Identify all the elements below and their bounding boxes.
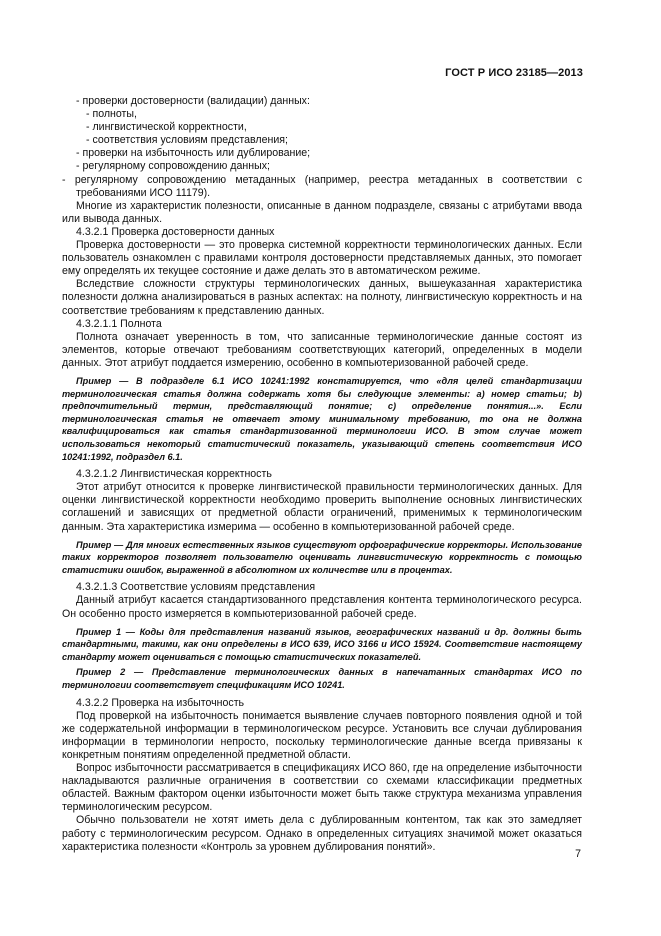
bullet-item: - проверки достоверности (валидации) данных: [76,95,310,107]
sub-bullet-item: - полноты, [86,108,137,121]
bullet-item: - регулярному сопровождению данных; [76,160,270,173]
paragraph: Проверка достоверности — это проверка системной корректности терминологических данных. Если пользователь ознакомлен с правилами контроля достоверности представляемых данных, это помогает ему определять их текущее состояние и даже делать это в автоматическом режиме. [62,239,582,278]
section-heading-4-3-2-2: 4.3.2.2 Проверка на избыточность [76,696,245,709]
sub-bullet-item: - лингвистической корректности, [86,121,247,134]
sub-bullet-item: - соответствия условиям представления; [86,134,288,147]
paragraph: Многие из характеристик полезности, описанные в данном подразделе, связаны с атрибутами ввода или вывода данных. [62,199,582,225]
page-body [62,95,582,854]
bullet-item: - регулярному сопровождению метаданных (например, реестра метаданных в соответствии с требованиями ИСО 11179). [62,173,582,199]
paragraph: Вопрос избыточности рассматривается в спецификациях ИСО 860, где на определение избыточности накладываются различные ограничения в соответствии со схемами классификации предметных областей. Важным фактором оценки избыточности может быть также структура механизма управления терминологическим ресурсом. [62,762,582,814]
example-note: Пример 2 — Представление терминологических данных в напечатанных стандартах ИСО по терминологии соответствует спецификациям ИСО 10241. [62,667,582,691]
bullet-item: - проверки на избыточность или дублирование; [76,147,311,160]
example-note: Пример — Для многих естественных языков существуют орфографические корректоры. Использование таких корректоров позволяет пользователю оценивать лингвистическую корректность с помощью статистики ошибок, выраженной в абсолютном их количестве или в процентах. [62,539,582,575]
paragraph: Полнота означает уверенность в том, что записанные терминологические данные состоят из элементов, которые отвечают требованиям соответствующих категорий, определенных в модели данных. Этот атрибут поддается измерению, особенно в компьютеризованной рабочей среде. [62,330,582,369]
page-number: 7 [575,848,581,860]
section-heading-4-3-2-1-2: 4.3.2.1.2 Лингвистическая корректность [76,468,272,481]
section-heading-4-3-2-1-1: 4.3.2.1.1 Полнота [76,317,162,330]
paragraph: Этот атрибут относится к проверке лингвистической правильности терминологических данных. Для оценки лингвистической корректности необходимо проверить выполнение основных лингвистических соглашений и зависящих от предметной области ограничений, применимых к терминологическим данным. Эта характеристика измерима — особенно в компьютеризованной рабочей среде. [62,481,582,533]
paragraph: Вследствие сложности структуры терминологических данных, вышеуказанная характеристика полезности должна анализироваться в разных аспектах: на полноту, лингвистическую корректность и на соответствие требованиям к представлению данных. [62,278,582,317]
example-note: Пример 1 — Коды для представления названий языков, географических названий и др. должны быть стандартными, такими, как они определены в ИСО 639, ИСО 3166 и ИСО 15924. Соответствие настоящему стандарту может оцениваться с помощью статистических показателей. [62,626,582,662]
section-heading-4-3-2-1-3: 4.3.2.1.3 Соответствие условиям представления [76,581,316,594]
section-heading-4-3-2-1: 4.3.2.1 Проверка достоверности данных [76,225,275,238]
paragraph: Обычно пользователи не хотят иметь дела с дублированным контентом, так как это замедляет работу с терминологическим ресурсом. Однако в определенных ситуациях значимой может оказаться характеристика полезности «Контроль за уровнем дублирования понятий». [62,814,582,853]
paragraph: Под проверкой на избыточность понимается выявление случаев повторного появления одной и той же содержательной информации в терминологическом ресурсе. Установить все случаи дублирования информации в терминологии непросто, поскольку терминологические данные всегда привязаны к конкретным понятиям определенной предметной области. [62,709,582,761]
example-note: Пример — В подразделе 6.1 ИСО 10241:1992 констатируется, что «для целей стандартизации терминологическая статья должна содержать хотя бы следующие элементы: a) номер статьи; b) предпочтительный термин, представляющий понятие; c) определение понятия...». Если терминологическая статья не отвечает этому минимальному требованию, то она не должна квалифицироваться как статья стандартизованной терминологии ИСО. В этом случае может использоваться некоторый статистический показатель, указывающий степень соответствия ИСО 10241:1992, подраздел 6.1. [62,375,582,462]
paragraph: Данный атрибут касается стандартизованного представления контента терминологического ресурса. Он особенно просто измеряется в компьютеризованной рабочей среде. [62,594,582,620]
document-header: ГОСТ Р ИСО 23185—2013 [445,67,583,79]
